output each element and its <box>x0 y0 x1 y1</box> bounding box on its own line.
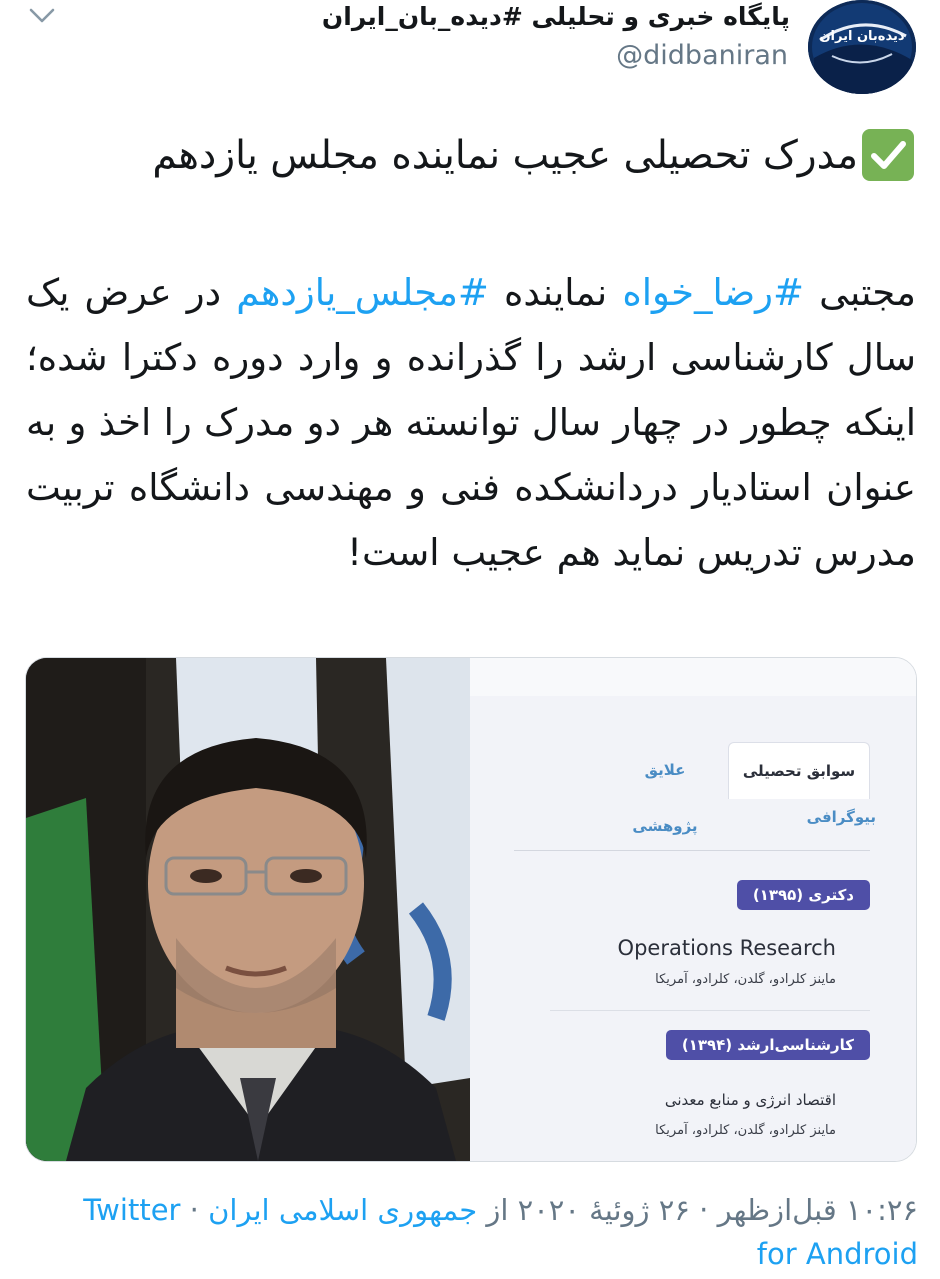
tab-research-interests[interactable]: علایق پژوهشی <box>632 761 698 835</box>
from-word: از <box>477 1193 518 1227</box>
profile-panel <box>470 658 916 1161</box>
tweet-title <box>34 128 914 184</box>
hashtag-majles-yazdahom[interactable]: #مجلس_یازدهم <box>236 271 489 314</box>
degree-badge-masters: کارشناسی‌ارشد (۱۳۹۴) <box>666 1030 870 1060</box>
media-image[interactable] <box>25 657 917 1162</box>
portrait-photo <box>26 658 470 1161</box>
chevron-down-icon[interactable] <box>22 2 62 32</box>
tab-education[interactable]: سوابق تحصیلی <box>728 742 870 799</box>
tweet-body <box>26 260 916 585</box>
tab-biography[interactable]: بیوگرافی <box>806 808 876 826</box>
panel-top-strip <box>470 658 916 696</box>
avatar-logo-text: دیده‌بان ایران <box>819 29 905 44</box>
body-middle: نماینده <box>488 271 623 314</box>
display-name[interactable]: پایگاه خبری و تحلیلی #دیده_بان_ایران <box>321 2 790 31</box>
entry-divider <box>550 1010 870 1011</box>
body-rest: در عرض یک سال کارشناسی ارشد را گذرانده و وارد دوره دکترا شده؛ اینکه چطور در چهار سال توانسته هر دو مدرک را اخذ و به عنوان استادیار دردانشکده فنی و مهندسی دانشگاه تربیت مدرس تدریس نماید هم عجیب است! <box>26 271 916 574</box>
meta-separator: · <box>180 1193 209 1227</box>
degree-badge-phd: دکتری (۱۳۹۵) <box>737 880 870 910</box>
body-prefix: مجتبی <box>804 271 916 314</box>
meta-separator: · <box>689 1193 718 1227</box>
tweet-title-text: مدرک تحصیلی عجیب نماینده مجلس یازدهم <box>152 133 858 178</box>
degree-place-phd: ماینز کلرادو، گلدن، کلرادو، آمریکا <box>655 972 836 987</box>
check-mark-icon <box>862 129 914 181</box>
tweet-location-link[interactable]: جمهوری اسلامی ایران <box>208 1193 478 1227</box>
hashtag-reza-khah[interactable]: #رضا_خواه <box>622 271 805 314</box>
degree-field-masters: اقتصاد انرژی و منابع معدنی <box>664 1091 836 1109</box>
tweet-time: ۱۰:۲۶ قبل‌ازظهر <box>717 1193 918 1227</box>
tweet-source-link[interactable]: Twitter for Android <box>83 1193 918 1271</box>
avatar[interactable] <box>808 0 916 94</box>
degree-place-masters: ماینز کلرادو، گلدن، کلرادو، آمریکا <box>655 1123 836 1138</box>
panel-divider <box>514 850 870 851</box>
tweet-meta <box>58 1188 918 1276</box>
tweet-date: ۲۶ ژوئیهٔ ۲۰۲۰ <box>517 1193 690 1227</box>
user-handle[interactable]: @didbaniran <box>616 40 788 71</box>
degree-field-phd: Operations Research <box>617 936 836 960</box>
